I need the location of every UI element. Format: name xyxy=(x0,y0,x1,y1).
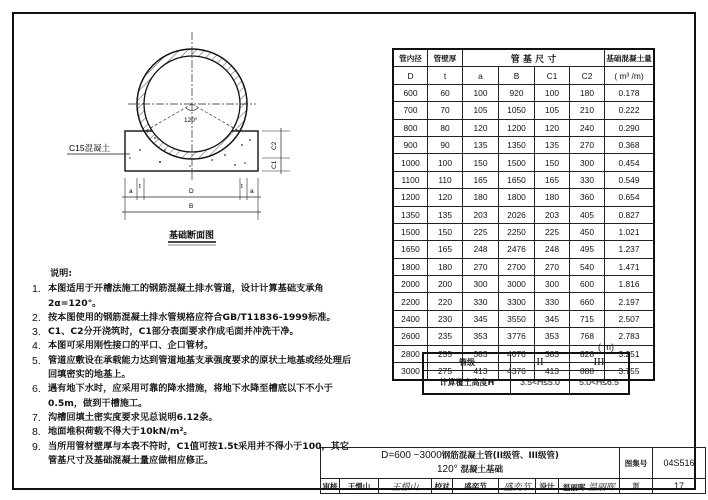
note-item: 5. 管道应敷设在承载能力达到管道地基支承强度要求的原状土地基或经处理后回填密实的地基上。 xyxy=(32,354,352,381)
table-cell: 3300 xyxy=(499,293,535,310)
table-cell: 600 xyxy=(570,276,605,293)
table-cell: 248 xyxy=(535,241,570,258)
dim-c2: C2 xyxy=(271,141,278,150)
checker-signature: 盛奕节 xyxy=(499,479,536,494)
table-cell: 3776 xyxy=(499,328,535,345)
table-cell: 240 xyxy=(570,119,605,136)
table-cell: 100 xyxy=(535,84,570,101)
table-row xyxy=(393,102,654,119)
table-cell: 165 xyxy=(535,171,570,188)
header-t: t xyxy=(428,67,463,84)
table-cell: 1000 xyxy=(393,154,428,171)
table-cell: 4076 xyxy=(499,345,535,362)
table-row xyxy=(393,241,654,258)
cover-height-label: 计算覆土高度H xyxy=(423,371,511,395)
table-cell: 150 xyxy=(535,154,570,171)
dim-a-left: a xyxy=(129,188,133,195)
table-cell: 150 xyxy=(463,154,499,171)
designer-name: 温丽晖 温丽晖 xyxy=(559,479,620,494)
table-cell: 4376 xyxy=(499,363,535,381)
table-cell: 828 xyxy=(570,345,605,362)
table-cell: 180 xyxy=(535,189,570,206)
page-label: 页 xyxy=(620,479,653,494)
table-cell: 1200 xyxy=(499,119,535,136)
table-cell: 235 xyxy=(428,328,463,345)
table-row xyxy=(393,119,654,136)
table-cell: 80 xyxy=(428,119,463,136)
header-d: D xyxy=(393,67,428,84)
drawing-title: D=600 ~3000钢筋混凝土管(II级管、III级管) 120° 混凝土基础 xyxy=(321,448,620,479)
table-row xyxy=(393,206,654,223)
header-d-cn: 管内径 xyxy=(393,49,428,67)
dim-c1: C1 xyxy=(271,160,278,169)
pipe-foundation-spec-table xyxy=(392,48,655,381)
table-cell: 1.816 xyxy=(605,276,655,293)
table-row xyxy=(393,310,654,327)
table-cell: 270 xyxy=(570,136,605,153)
table-row xyxy=(393,293,654,310)
table-cell: 2400 xyxy=(393,310,428,327)
table-cell: 120 xyxy=(463,119,499,136)
table-cell: 900 xyxy=(393,136,428,153)
table-row xyxy=(393,171,654,188)
note-item: 6. 遇有地下水时，应采用可靠的降水措施，将地下水降至槽底以下不小于0.5m，做到干槽施工。 xyxy=(32,383,333,409)
table-cell: 2600 xyxy=(393,328,428,345)
cover-height-ii: 3.5<H≤5.0 xyxy=(511,371,570,395)
pipe-grade-table xyxy=(422,352,630,395)
designer-signature: 温丽晖 xyxy=(588,482,616,493)
grade-table-unit: ( m) xyxy=(598,342,614,352)
reviewer-name: 王憬山 xyxy=(340,479,379,494)
header-t-cn: 管壁厚 xyxy=(428,49,463,67)
angle-label: 120° xyxy=(184,117,198,124)
atlas-number: 04S516 xyxy=(653,448,706,479)
table-cell: 165 xyxy=(463,171,499,188)
table-cell: 0.290 xyxy=(605,119,655,136)
table-cell: 230 xyxy=(428,310,463,327)
table-cell: 248 xyxy=(463,241,499,258)
table-cell: 2800 xyxy=(393,345,428,362)
table-cell: 383 xyxy=(463,345,499,362)
dim-a-right: a xyxy=(250,188,254,195)
table-cell: 120 xyxy=(535,119,570,136)
header-b: B xyxy=(499,67,535,84)
table-cell: 2.783 xyxy=(605,328,655,345)
table-cell: 540 xyxy=(570,258,605,275)
title-block xyxy=(320,447,706,494)
table-cell: 105 xyxy=(463,102,499,119)
table-cell: 495 xyxy=(570,241,605,258)
table-cell: 0.549 xyxy=(605,171,655,188)
table-cell: 275 xyxy=(428,363,463,381)
table-cell: 110 xyxy=(428,171,463,188)
table-cell: 1200 xyxy=(393,189,428,206)
table-cell: 180 xyxy=(463,189,499,206)
header-vol-unit: ( m³ /m) xyxy=(605,67,655,84)
table-cell: 2000 xyxy=(393,276,428,293)
table-cell: 2700 xyxy=(499,258,535,275)
table-cell: 1.471 xyxy=(605,258,655,275)
table-cell: 270 xyxy=(535,258,570,275)
table-cell: 1100 xyxy=(393,171,428,188)
table-cell: 0.222 xyxy=(605,102,655,119)
table-row xyxy=(393,189,654,206)
table-cell: 180 xyxy=(428,258,463,275)
reviewer-signature: 王憬山 xyxy=(379,479,432,494)
table-cell: 353 xyxy=(535,328,570,345)
table-cell: 330 xyxy=(535,293,570,310)
table-cell: 2.197 xyxy=(605,293,655,310)
table-cell: 180 xyxy=(570,84,605,101)
table-cell: 120 xyxy=(428,189,463,206)
table-cell: 270 xyxy=(463,258,499,275)
note-item: 2. 按本图使用的钢筋混凝土排水管规格应符合GB/T11836-1999标准。 xyxy=(32,311,336,324)
table-cell: 413 xyxy=(535,363,570,381)
table-cell: 1.021 xyxy=(605,223,655,240)
header-group: 管 基 尺 寸 xyxy=(463,49,605,67)
table-cell: 3.251 xyxy=(605,345,655,362)
table-cell: 135 xyxy=(428,206,463,223)
table-cell: 0.654 xyxy=(605,189,655,206)
grade-iii: III xyxy=(570,353,630,371)
table-cell: 150 xyxy=(428,223,463,240)
table-cell: 353 xyxy=(463,328,499,345)
concrete-grade-label: C15混凝土 xyxy=(69,143,111,153)
table-cell: 0.368 xyxy=(605,136,655,153)
table-cell: 0.827 xyxy=(605,206,655,223)
note-item: 1. 本图适用于开槽法施工的钢筋混凝土排水管道，设计计算基础支承角2α=120°。 xyxy=(32,283,324,309)
review-label: 审核 xyxy=(321,479,340,494)
table-row xyxy=(393,154,654,171)
table-cell: 203 xyxy=(463,206,499,223)
table-cell: 2.507 xyxy=(605,310,655,327)
table-cell: 90 xyxy=(428,136,463,153)
table-cell: 330 xyxy=(463,293,499,310)
table-cell: 100 xyxy=(463,84,499,101)
table-cell: 700 xyxy=(393,102,428,119)
table-cell: 888 xyxy=(570,363,605,381)
table-cell: 300 xyxy=(463,276,499,293)
note-item: 7. 沟槽回填土密实度要求见总说明6.12条。 xyxy=(32,411,218,424)
table-cell: 3000 xyxy=(393,363,428,381)
table-cell: 345 xyxy=(463,310,499,327)
table-cell: 1.237 xyxy=(605,241,655,258)
design-label: 设计 xyxy=(536,479,559,494)
cover-height-iii: 5.0<H≤6.5 xyxy=(570,371,630,395)
table-cell: 413 xyxy=(463,363,499,381)
table-cell: 920 xyxy=(499,84,535,101)
table-cell: 210 xyxy=(570,102,605,119)
page-number: 17 xyxy=(653,479,706,494)
table-cell: 3550 xyxy=(499,310,535,327)
dim-t-right: t xyxy=(241,183,243,190)
table-cell: 1350 xyxy=(393,206,428,223)
table-cell: 135 xyxy=(463,136,499,153)
table-cell: 300 xyxy=(570,154,605,171)
header-a: a xyxy=(463,67,499,84)
dim-t-left: t xyxy=(139,183,141,190)
note-item: 8. 地面堆积荷载不得大于10kN/m²。 xyxy=(32,426,193,439)
table-row xyxy=(393,258,654,275)
table-cell: 405 xyxy=(570,206,605,223)
table-cell: 660 xyxy=(570,293,605,310)
note-item: 9. 当所用管材壁厚与本表不符时，C1值可按1.5t采用并不得小于100，其它管基尺寸及基础混凝土量应做相应修正。 xyxy=(32,440,350,466)
table-cell: 2026 xyxy=(499,206,535,223)
notes-title: 说明: xyxy=(50,268,73,279)
table-cell: 100 xyxy=(428,154,463,171)
table-cell: 1650 xyxy=(393,241,428,258)
table-row xyxy=(393,276,654,293)
table-cell: 1500 xyxy=(393,223,428,240)
dim-b: B xyxy=(189,203,194,210)
table-cell: 2200 xyxy=(393,293,428,310)
dim-d: D xyxy=(189,188,194,195)
table-row xyxy=(393,328,654,345)
table-cell: 383 xyxy=(535,345,570,362)
table-row xyxy=(393,84,654,101)
table-row xyxy=(393,136,654,153)
table-cell: 60 xyxy=(428,84,463,101)
table-cell: 105 xyxy=(535,102,570,119)
table-cell: 1500 xyxy=(499,154,535,171)
table-cell: 255 xyxy=(428,345,463,362)
table-cell: 203 xyxy=(535,206,570,223)
checker-name: 盛奕节 xyxy=(453,479,499,494)
foundation-section-drawing xyxy=(0,0,330,260)
table-cell: 2476 xyxy=(499,241,535,258)
table-cell: 165 xyxy=(428,241,463,258)
table-cell: 600 xyxy=(393,84,428,101)
table-cell: 300 xyxy=(535,276,570,293)
header-vol-cn: 基础混凝土量 xyxy=(605,49,655,67)
note-item: 4. 本图可采用刚性接口的平口、企口管材。 xyxy=(32,340,214,353)
table-cell: 1350 xyxy=(499,136,535,153)
table-cell: 70 xyxy=(428,102,463,119)
table-cell: 200 xyxy=(428,276,463,293)
grade-header-label: 管级 xyxy=(423,353,511,371)
section-title: 基础断面图 xyxy=(169,231,215,241)
note-item: 3. C1、C2分开浇筑时，C1部分表面要求作成毛面并冲洗干净。 xyxy=(32,326,299,339)
table-cell: 715 xyxy=(570,310,605,327)
notes-section xyxy=(32,267,352,468)
table-cell: 330 xyxy=(570,171,605,188)
table-cell: 2250 xyxy=(499,223,535,240)
check-label: 校对 xyxy=(432,479,453,494)
table-cell: 800 xyxy=(393,119,428,136)
header-c1: C1 xyxy=(535,67,570,84)
table-cell: 220 xyxy=(428,293,463,310)
table-cell: 768 xyxy=(570,328,605,345)
grade-ii: II xyxy=(511,353,570,371)
table-cell: 225 xyxy=(535,223,570,240)
table-cell: 1050 xyxy=(499,102,535,119)
table-cell: 3000 xyxy=(499,276,535,293)
table-cell: 1800 xyxy=(499,189,535,206)
table-cell: 1800 xyxy=(393,258,428,275)
table-cell: 360 xyxy=(570,189,605,206)
table-row xyxy=(393,223,654,240)
table-cell: 3.755 xyxy=(605,363,655,381)
table-cell: 0.454 xyxy=(605,154,655,171)
table-cell: 1650 xyxy=(499,171,535,188)
table-cell: 135 xyxy=(535,136,570,153)
atlas-label: 图集号 xyxy=(620,448,653,479)
table-cell: 225 xyxy=(463,223,499,240)
table-cell: 345 xyxy=(535,310,570,327)
table-cell: 0.178 xyxy=(605,84,655,101)
table-cell: 450 xyxy=(570,223,605,240)
header-c2: C2 xyxy=(570,67,605,84)
